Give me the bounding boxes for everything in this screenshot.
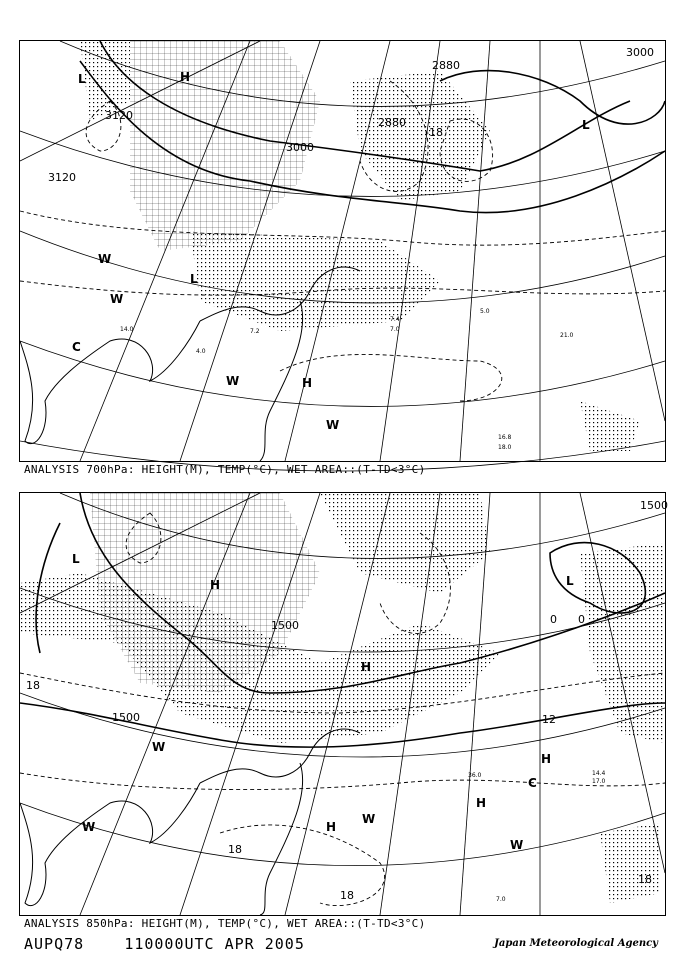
contour-label: 18 xyxy=(26,679,40,692)
warm-center: W xyxy=(362,812,376,826)
station-value: 7.4 xyxy=(390,316,400,323)
warm-center: W xyxy=(152,740,166,754)
contour-label: 1500 xyxy=(271,619,299,632)
map-850hpa-caption: ANALYSIS 850hPa: HEIGHT(M), TEMP(°C), WET AREA::(T-TD<3°C) xyxy=(24,917,426,930)
low-center: L xyxy=(78,72,86,86)
wet-areas xyxy=(20,493,665,903)
contour-label: 3120 xyxy=(105,109,133,122)
contour-label: 0 xyxy=(550,613,557,626)
station-value: 18.0 xyxy=(498,444,512,451)
contour-label: 3000 xyxy=(626,46,654,59)
product-header xyxy=(24,935,305,953)
high-center: H xyxy=(476,796,487,810)
contour-label: -18 xyxy=(425,126,443,139)
station-value: 17.0 xyxy=(592,778,606,785)
warm-center: W xyxy=(510,838,524,852)
cold-center: C xyxy=(528,776,537,790)
high-center: H xyxy=(180,70,191,84)
low-center: L xyxy=(72,552,80,566)
low-center: L xyxy=(566,574,574,588)
station-value: 14.4 xyxy=(592,770,606,777)
low-center: L xyxy=(582,118,590,132)
coastlines xyxy=(20,729,360,915)
high-center: H xyxy=(541,752,552,766)
warm-center: W xyxy=(98,252,112,266)
contour-label: 12 xyxy=(542,713,556,726)
agency-name: Japan Meteorological Agency xyxy=(494,938,658,949)
contour-label: 3120 xyxy=(48,171,76,184)
station-value: 16.8 xyxy=(498,434,512,441)
warm-center: W xyxy=(110,292,124,306)
high-center: H xyxy=(210,578,221,592)
map-850hpa-canvas xyxy=(20,493,668,915)
station-value: 4.0 xyxy=(196,348,206,355)
map-700hpa xyxy=(19,40,666,462)
high-center: H xyxy=(361,660,372,674)
contour-label: 18 xyxy=(228,843,242,856)
station-value: 14.0 xyxy=(120,326,134,333)
contour-label: 18 xyxy=(340,889,354,902)
contour-label: 0 xyxy=(578,613,585,626)
contour-label: 2880 xyxy=(378,116,406,129)
contour-label: 2880 xyxy=(432,59,460,72)
station-value: 7.0 xyxy=(390,326,400,333)
contour-label: 18 xyxy=(638,873,652,886)
station-value: 7.0 xyxy=(496,896,506,903)
wet-areas xyxy=(80,41,640,451)
station-value: 7.2 xyxy=(250,328,260,335)
station-value: 21.0 xyxy=(560,332,574,339)
product-id: AUPQ78 xyxy=(24,935,85,953)
contour-label: 1500 xyxy=(112,711,140,724)
analysis-time: 110000UTC APR 2005 xyxy=(124,935,305,953)
warm-center: W xyxy=(326,418,340,432)
map-850hpa xyxy=(19,492,666,916)
cold-center: C xyxy=(72,340,81,354)
high-center: H xyxy=(326,820,337,834)
contour-label: 1500 xyxy=(640,499,668,512)
warm-center: W xyxy=(226,374,240,388)
map-700hpa-caption: ANALYSIS 700hPa: HEIGHT(M), TEMP(°C), WET AREA::(T-TD<3°C) xyxy=(24,463,426,476)
station-plots xyxy=(120,308,574,451)
map-700hpa-canvas xyxy=(20,41,665,461)
contour-label: 3000 xyxy=(286,141,314,154)
low-center: L xyxy=(190,272,198,286)
warm-center: W xyxy=(82,820,96,834)
station-value: 5.0 xyxy=(480,308,490,315)
station-value: 36.0 xyxy=(468,772,482,779)
high-center: H xyxy=(302,376,313,390)
